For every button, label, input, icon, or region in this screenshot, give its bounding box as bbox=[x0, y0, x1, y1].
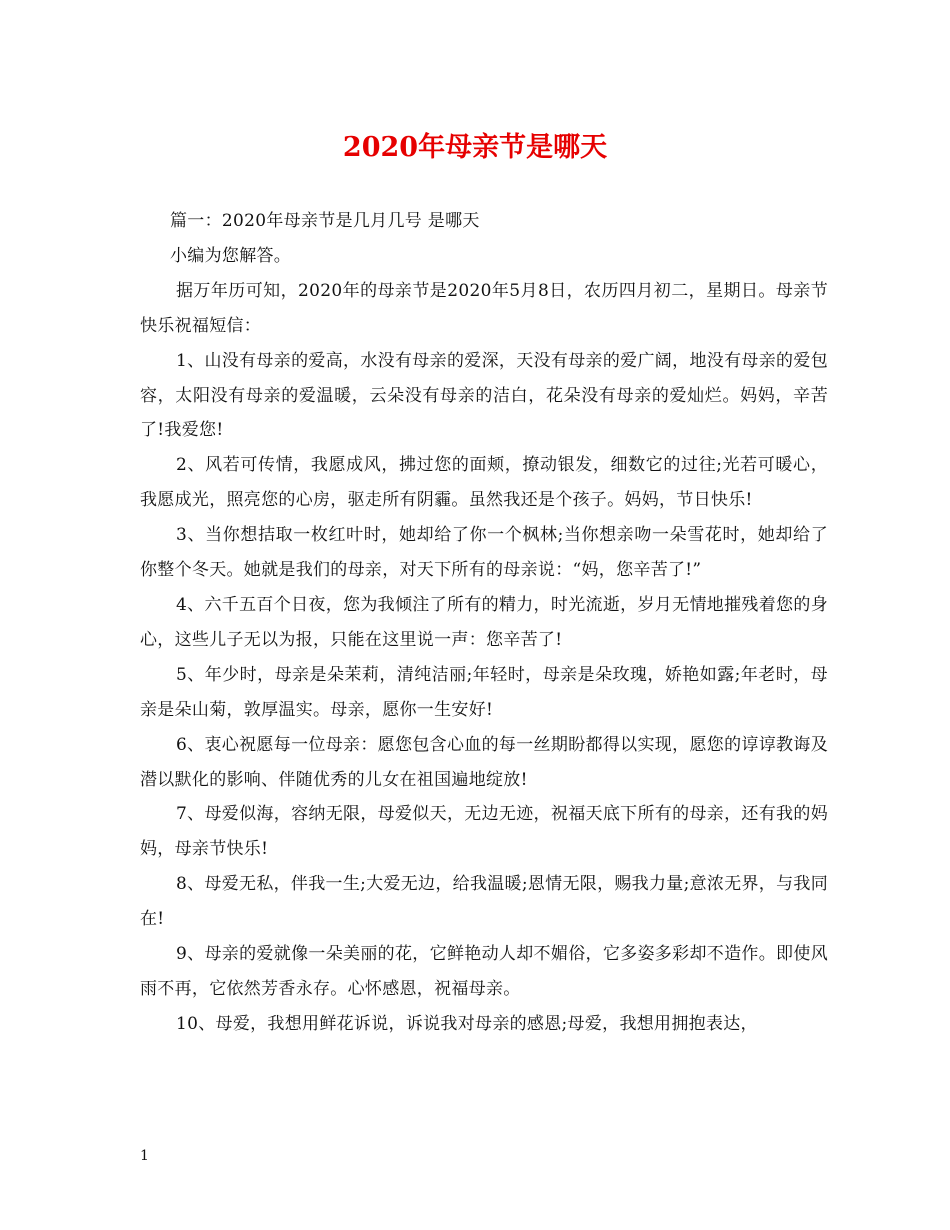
paragraph: 7、母爱似海，容纳无限，母爱似天，无边无迹，祝福天底下所有的母亲，还有我的妈妈，母亲节快乐! bbox=[140, 804, 828, 860]
document-body bbox=[140, 204, 828, 1042]
paragraph: 8、母爱无私，伴我一生;大爱无边，给我温暖;恩情无限，赐我力量;意浓无界，与我同在! bbox=[140, 874, 828, 930]
paragraph-heading: 篇一：2020年母亲节是几月几号 是哪天 bbox=[170, 211, 480, 231]
paragraph: 10、母爱，我想用鲜花诉说，诉说我对母亲的感恩;母爱，我想用拥抱表达， bbox=[176, 1013, 758, 1034]
paragraph: 6、衷心祝愿每一位母亲：愿您包含心血的每一丝期盼都得以实现，愿您的谆谆教诲及潜以默化的影响、伴随优秀的儿女在祖国遍地绽放! bbox=[140, 734, 828, 790]
paragraph: 9、母亲的爱就像一朵美丽的花，它鲜艳动人却不媚俗，它多姿多彩却不造作。即使风雨不再，它依然芳香永存。心怀感恩，祝福母亲。 bbox=[140, 944, 828, 999]
page-number: 1 bbox=[140, 1148, 149, 1164]
paragraph: 4、六千五百个日夜，您为我倾注了所有的精力，时光流逝，岁月无情地摧残着您的身心，这些儿子无以为报，只能在这里说一声：您辛苦了! bbox=[140, 594, 828, 650]
paragraph: 1、山没有母亲的爱高，水没有母亲的爱深，天没有母亲的爱广阔，地没有母亲的爱包容，太阳没有母亲的爱温暖，云朵没有母亲的洁白，花朵没有母亲的爱灿烂。妈妈，辛苦了!我爱您! bbox=[140, 350, 828, 441]
document-title: 2020年母亲节是哪天 bbox=[342, 132, 608, 163]
paragraph: 3、当你想拮取一枚红叶时，她却给了你一个枫林;当你想亲吻一朵雪花时，她却给了你整个冬天。她就是我们的母亲，对天下所有的母亲说：“妈，您辛苦了!” bbox=[140, 525, 828, 581]
paragraph: 小编为您解答。 bbox=[170, 245, 292, 266]
paragraph: 据万年历可知，2020年的母亲节是2020年5月8日，农历四月初二，星期日。母亲节快乐祝福短信： bbox=[140, 280, 828, 336]
paragraph: 5、年少时，母亲是朵茉莉，清纯洁丽;年轻时，母亲是朵玫瑰，娇艳如露;年老时，母亲是朵山菊，敦厚温实。母亲，愿你一生安好! bbox=[140, 664, 828, 720]
paragraph: 2、风若可传情，我愿成风，拂过您的面颊，撩动银发，细数它的过往;光若可暖心，我愿成光，照亮您的心房，驱走所有阴霾。虽然我还是个孩子。妈妈，节日快乐! bbox=[140, 455, 828, 511]
